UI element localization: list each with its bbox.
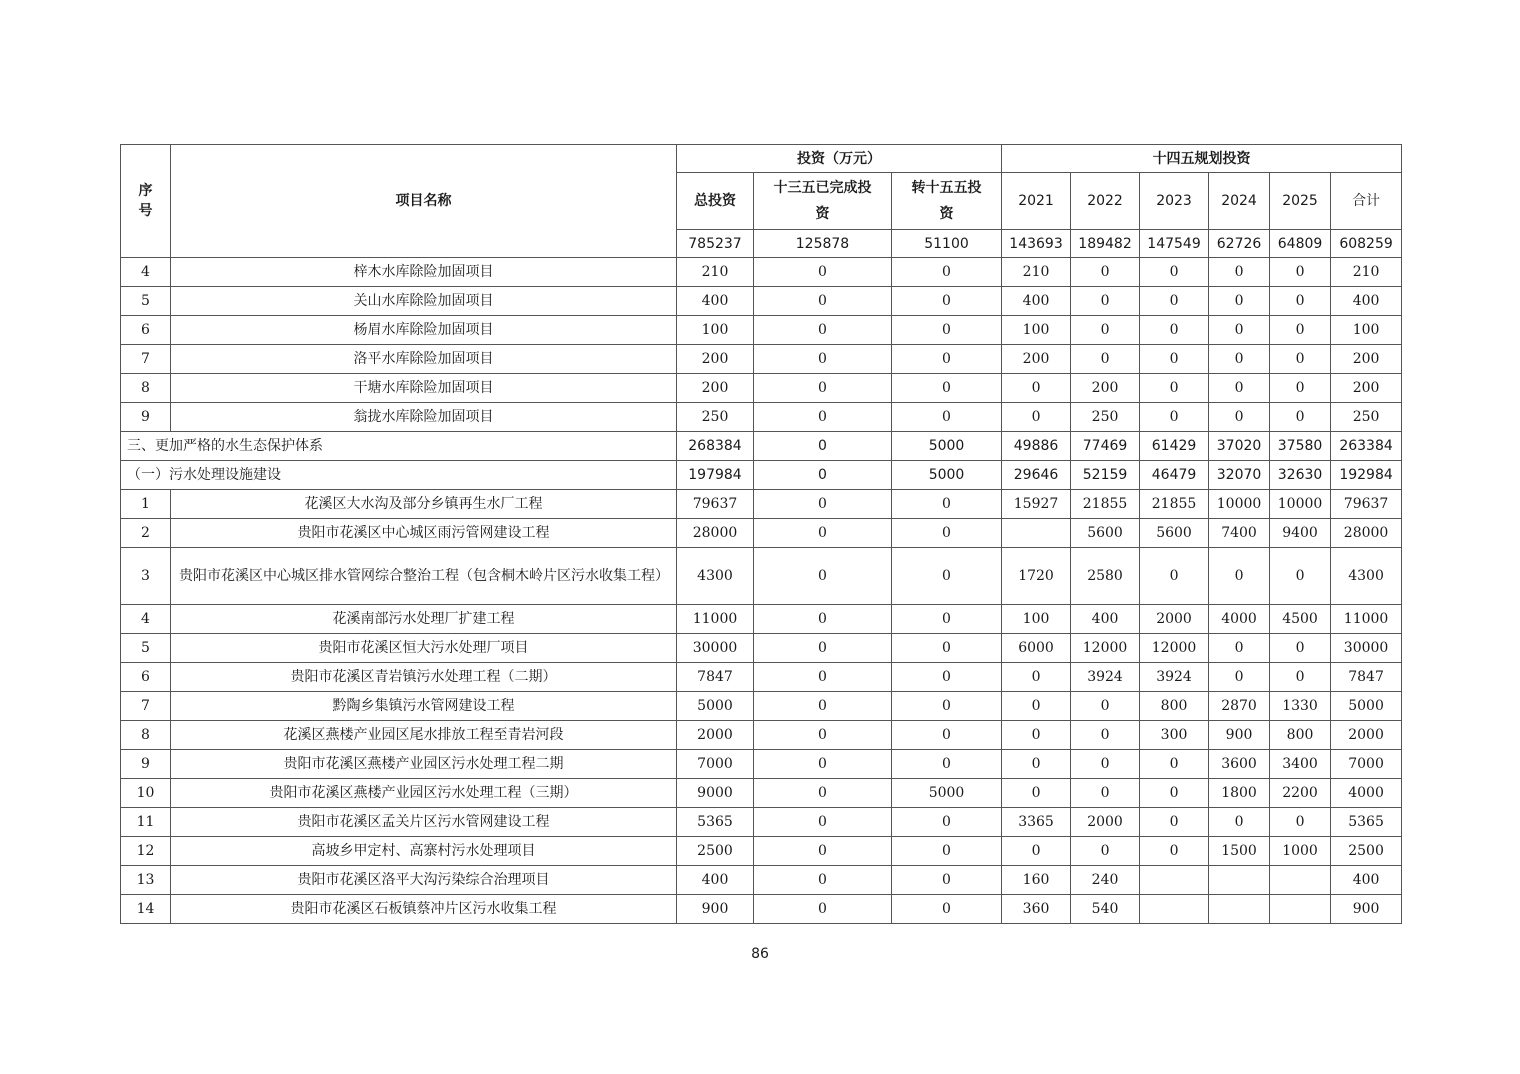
row-seq: 9 [121, 750, 171, 779]
value-cell [1140, 866, 1209, 895]
section-title: （一）污水处理设施建设 [121, 461, 677, 490]
row-seq: 13 [121, 866, 171, 895]
value-cell: 0 [1209, 634, 1270, 663]
row-seq: 3 [121, 548, 171, 605]
value-cell: 0 [1140, 779, 1209, 808]
row-seq: 6 [121, 663, 171, 692]
value-cell: 0 [754, 866, 892, 895]
value-cell: 300 [1140, 721, 1209, 750]
value-cell: 0 [1270, 258, 1331, 287]
row-seq: 5 [121, 634, 171, 663]
value-cell: 0 [1140, 258, 1209, 287]
value-cell: 4500 [1270, 605, 1331, 634]
header-year-2025: 2025 [1270, 173, 1331, 230]
value-cell: 3400 [1270, 750, 1331, 779]
value-cell: 0 [754, 461, 892, 490]
value-cell: 0 [1071, 779, 1140, 808]
value-cell: 240 [1071, 866, 1140, 895]
table-row [121, 779, 1402, 808]
value-cell: 15927 [1002, 490, 1071, 519]
header-completed-13th: 十三五已完成投 资 [754, 173, 892, 230]
value-cell: 400 [1331, 287, 1402, 316]
value-cell: 400 [1071, 605, 1140, 634]
value-cell: 100 [1002, 605, 1071, 634]
row-seq: 9 [121, 403, 171, 432]
row-seq: 8 [121, 374, 171, 403]
project-name: 花溪区燕楼产业园区尾水排放工程至青岩河段 [171, 721, 677, 750]
value-cell: 1800 [1209, 779, 1270, 808]
value-cell: 2200 [1270, 779, 1331, 808]
project-name: 梓木水库除险加固项目 [171, 258, 677, 287]
value-cell: 0 [1071, 692, 1140, 721]
row-seq: 1 [121, 490, 171, 519]
value-cell: 5600 [1140, 519, 1209, 548]
value-cell: 61429 [1140, 432, 1209, 461]
value-cell [1270, 895, 1331, 924]
value-cell: 0 [1071, 750, 1140, 779]
value-cell: 0 [754, 779, 892, 808]
row-seq: 12 [121, 837, 171, 866]
row-seq: 6 [121, 316, 171, 345]
value-cell: 30000 [1331, 634, 1402, 663]
table-row [121, 287, 1402, 316]
value-cell: 0 [1140, 808, 1209, 837]
total-value: 143693 [1002, 230, 1071, 258]
value-cell: 250 [677, 403, 754, 432]
total-value: 785237 [677, 230, 754, 258]
total-value: 64809 [1270, 230, 1331, 258]
value-cell: 0 [892, 316, 1002, 345]
value-cell: 7400 [1209, 519, 1270, 548]
value-cell: 49886 [1002, 432, 1071, 461]
row-seq: 5 [121, 287, 171, 316]
value-cell: 5000 [1331, 692, 1402, 721]
value-cell: 2500 [677, 837, 754, 866]
value-cell: 0 [892, 605, 1002, 634]
value-cell: 0 [1209, 374, 1270, 403]
value-cell: 0 [892, 808, 1002, 837]
value-cell: 30000 [677, 634, 754, 663]
value-cell: 0 [1002, 750, 1071, 779]
value-cell: 37580 [1270, 432, 1331, 461]
value-cell: 0 [892, 490, 1002, 519]
header-sum: 合计 [1331, 173, 1402, 230]
value-cell: 0 [892, 287, 1002, 316]
header-project-name: 项目名称 [171, 145, 677, 258]
value-cell: 6000 [1002, 634, 1071, 663]
value-cell: 0 [1140, 750, 1209, 779]
value-cell: 0 [1209, 287, 1270, 316]
value-cell: 29646 [1002, 461, 1071, 490]
value-cell: 0 [1071, 287, 1140, 316]
value-cell: 79637 [677, 490, 754, 519]
value-cell: 3924 [1140, 663, 1209, 692]
total-value: 608259 [1331, 230, 1402, 258]
value-cell: 0 [892, 721, 1002, 750]
value-cell: 800 [1140, 692, 1209, 721]
value-cell: 192984 [1331, 461, 1402, 490]
value-cell: 10000 [1270, 490, 1331, 519]
project-name: 贵阳市花溪区孟关片区污水管网建设工程 [171, 808, 677, 837]
value-cell: 12000 [1071, 634, 1140, 663]
project-name: 贵阳市花溪区燕楼产业园区污水处理工程（三期） [171, 779, 677, 808]
value-cell: 400 [1331, 866, 1402, 895]
project-name: 干塘水库除险加固项目 [171, 374, 677, 403]
section-title: 三、更加严格的水生态保护体系 [121, 432, 677, 461]
value-cell: 0 [892, 403, 1002, 432]
row-seq: 2 [121, 519, 171, 548]
value-cell: 5000 [892, 432, 1002, 461]
value-cell: 5600 [1071, 519, 1140, 548]
row-seq: 4 [121, 605, 171, 634]
value-cell: 0 [1270, 316, 1331, 345]
value-cell: 250 [1331, 403, 1402, 432]
value-cell: 77469 [1071, 432, 1140, 461]
value-cell: 200 [1002, 345, 1071, 374]
value-cell: 0 [1002, 403, 1071, 432]
value-cell: 7847 [677, 663, 754, 692]
table-row [121, 374, 1402, 403]
value-cell: 0 [1209, 345, 1270, 374]
project-name: 杨眉水库除险加固项目 [171, 316, 677, 345]
value-cell: 0 [1071, 837, 1140, 866]
value-cell: 0 [754, 316, 892, 345]
header-year-2021: 2021 [1002, 173, 1071, 230]
row-seq: 4 [121, 258, 171, 287]
header-plan-group: 十四五规划投资 [1002, 145, 1402, 173]
value-cell: 0 [1071, 258, 1140, 287]
value-cell: 10000 [1209, 490, 1270, 519]
page-number: 86 [751, 946, 769, 962]
value-cell: 0 [754, 374, 892, 403]
header-transfer-15th: 转十五五投 资 [892, 173, 1002, 230]
table-row [121, 258, 1402, 287]
total-value: 62726 [1209, 230, 1270, 258]
value-cell: 5000 [892, 461, 1002, 490]
value-cell: 2000 [677, 721, 754, 750]
value-cell: 0 [754, 750, 892, 779]
row-seq: 10 [121, 779, 171, 808]
value-cell: 7847 [1331, 663, 1402, 692]
value-cell: 0 [1071, 721, 1140, 750]
value-cell: 400 [677, 287, 754, 316]
project-name: 贵阳市花溪区中心城区雨污管网建设工程 [171, 519, 677, 548]
table-row [121, 605, 1402, 634]
value-cell: 0 [754, 692, 892, 721]
value-cell: 0 [892, 519, 1002, 548]
header-year-2024: 2024 [1209, 173, 1270, 230]
value-cell: 160 [1002, 866, 1071, 895]
value-cell: 263384 [1331, 432, 1402, 461]
value-cell: 12000 [1140, 634, 1209, 663]
value-cell: 0 [754, 634, 892, 663]
value-cell: 0 [892, 750, 1002, 779]
value-cell: 268384 [677, 432, 754, 461]
value-cell [1140, 895, 1209, 924]
value-cell: 0 [1071, 345, 1140, 374]
value-cell: 28000 [677, 519, 754, 548]
row-seq: 11 [121, 808, 171, 837]
value-cell: 360 [1002, 895, 1071, 924]
value-cell: 800 [1270, 721, 1331, 750]
value-cell: 200 [1331, 345, 1402, 374]
value-cell: 0 [1140, 287, 1209, 316]
value-cell: 21855 [1140, 490, 1209, 519]
header-seq: 序 号 [121, 145, 171, 258]
value-cell: 540 [1071, 895, 1140, 924]
value-cell: 0 [1209, 316, 1270, 345]
value-cell [1002, 519, 1071, 548]
value-cell: 900 [677, 895, 754, 924]
value-cell: 3924 [1071, 663, 1140, 692]
value-cell: 2580 [1071, 548, 1140, 605]
value-cell: 0 [1071, 316, 1140, 345]
value-cell: 0 [892, 837, 1002, 866]
value-cell: 0 [754, 808, 892, 837]
header-year-2022: 2022 [1071, 173, 1140, 230]
value-cell: 1720 [1002, 548, 1071, 605]
project-name: 洛平水库除险加固项目 [171, 345, 677, 374]
value-cell: 0 [892, 895, 1002, 924]
value-cell: 3365 [1002, 808, 1071, 837]
value-cell: 0 [1270, 663, 1331, 692]
value-cell: 37020 [1209, 432, 1270, 461]
table-row [121, 837, 1402, 866]
value-cell: 0 [1209, 663, 1270, 692]
value-cell: 0 [754, 605, 892, 634]
value-cell: 0 [1140, 345, 1209, 374]
value-cell: 11000 [1331, 605, 1402, 634]
value-cell: 4300 [1331, 548, 1402, 605]
table-row [121, 750, 1402, 779]
value-cell: 200 [1071, 374, 1140, 403]
value-cell: 0 [1002, 374, 1071, 403]
value-cell: 0 [754, 258, 892, 287]
value-cell: 9400 [1270, 519, 1331, 548]
table-row [121, 403, 1402, 432]
value-cell: 0 [1002, 663, 1071, 692]
table-row [121, 866, 1402, 895]
value-cell: 5365 [1331, 808, 1402, 837]
table-row [121, 692, 1402, 721]
value-cell: 0 [754, 287, 892, 316]
value-cell: 210 [1002, 258, 1071, 287]
project-name: 翁拢水库除险加固项目 [171, 403, 677, 432]
table-row [121, 345, 1402, 374]
value-cell: 0 [754, 432, 892, 461]
value-cell: 0 [892, 663, 1002, 692]
value-cell: 1000 [1270, 837, 1331, 866]
value-cell: 0 [754, 548, 892, 605]
value-cell: 2000 [1071, 808, 1140, 837]
project-name: 贵阳市花溪区燕楼产业园区污水处理工程二期 [171, 750, 677, 779]
value-cell: 0 [1270, 287, 1331, 316]
value-cell: 5365 [677, 808, 754, 837]
value-cell: 0 [892, 548, 1002, 605]
value-cell [1209, 895, 1270, 924]
row-seq: 8 [121, 721, 171, 750]
value-cell: 4000 [1331, 779, 1402, 808]
value-cell: 100 [1002, 316, 1071, 345]
value-cell: 0 [754, 837, 892, 866]
value-cell: 21855 [1071, 490, 1140, 519]
value-cell: 400 [1002, 287, 1071, 316]
project-name: 花溪南部污水处理厂扩建工程 [171, 605, 677, 634]
value-cell: 900 [1209, 721, 1270, 750]
table-row [121, 316, 1402, 345]
header-year-2023: 2023 [1140, 173, 1209, 230]
total-value: 189482 [1071, 230, 1140, 258]
value-cell: 4300 [677, 548, 754, 605]
table-row [121, 634, 1402, 663]
value-cell: 0 [754, 721, 892, 750]
value-cell: 11000 [677, 605, 754, 634]
value-cell: 46479 [1140, 461, 1209, 490]
value-cell: 0 [892, 692, 1002, 721]
project-name: 花溪区大水沟及部分乡镇再生水厂工程 [171, 490, 677, 519]
value-cell: 0 [1209, 258, 1270, 287]
row-seq: 7 [121, 345, 171, 374]
header-investment-group: 投资（万元） [677, 145, 1002, 173]
value-cell: 7000 [677, 750, 754, 779]
value-cell: 0 [1002, 692, 1071, 721]
value-cell: 210 [1331, 258, 1402, 287]
value-cell: 0 [1140, 837, 1209, 866]
total-value: 51100 [892, 230, 1002, 258]
header-total-investment: 总投资 [677, 173, 754, 230]
table-row [121, 519, 1402, 548]
value-cell: 0 [1002, 837, 1071, 866]
value-cell: 0 [754, 895, 892, 924]
value-cell: 200 [677, 374, 754, 403]
value-cell: 200 [677, 345, 754, 374]
project-name: 关山水库除险加固项目 [171, 287, 677, 316]
value-cell: 197984 [677, 461, 754, 490]
value-cell: 100 [1331, 316, 1402, 345]
value-cell: 52159 [1071, 461, 1140, 490]
value-cell: 0 [1140, 374, 1209, 403]
value-cell: 0 [1270, 374, 1331, 403]
value-cell: 210 [677, 258, 754, 287]
value-cell: 0 [892, 345, 1002, 374]
project-name: 贵阳市花溪区恒大污水处理厂项目 [171, 634, 677, 663]
value-cell: 32630 [1270, 461, 1331, 490]
value-cell: 0 [1270, 634, 1331, 663]
table-row [121, 663, 1402, 692]
value-cell: 0 [754, 663, 892, 692]
value-cell: 2870 [1209, 692, 1270, 721]
table-row [121, 548, 1402, 605]
project-name: 贵阳市花溪区洛平大沟污染综合治理项目 [171, 866, 677, 895]
value-cell: 9000 [677, 779, 754, 808]
value-cell: 0 [1270, 345, 1331, 374]
value-cell: 0 [1209, 403, 1270, 432]
investment-table [120, 144, 1402, 924]
value-cell: 250 [1071, 403, 1140, 432]
row-seq: 7 [121, 692, 171, 721]
value-cell: 0 [892, 258, 1002, 287]
row-seq: 14 [121, 895, 171, 924]
project-name: 贵阳市花溪区石板镇蔡冲片区污水收集工程 [171, 895, 677, 924]
value-cell: 0 [1270, 808, 1331, 837]
value-cell: 0 [1002, 779, 1071, 808]
value-cell: 0 [1002, 721, 1071, 750]
project-name: 高坡乡甲定村、高寨村污水处理项目 [171, 837, 677, 866]
table-body [121, 258, 1402, 924]
value-cell: 32070 [1209, 461, 1270, 490]
value-cell: 100 [677, 316, 754, 345]
value-cell: 5000 [892, 779, 1002, 808]
value-cell: 2000 [1140, 605, 1209, 634]
table-row [121, 721, 1402, 750]
value-cell: 0 [1140, 548, 1209, 605]
value-cell: 79637 [1331, 490, 1402, 519]
value-cell: 0 [754, 403, 892, 432]
value-cell: 1330 [1270, 692, 1331, 721]
value-cell: 4000 [1209, 605, 1270, 634]
project-name: 贵阳市花溪区青岩镇污水处理工程（二期） [171, 663, 677, 692]
value-cell: 28000 [1331, 519, 1402, 548]
value-cell: 0 [892, 374, 1002, 403]
value-cell: 2500 [1331, 837, 1402, 866]
value-cell: 0 [754, 490, 892, 519]
table-row [121, 490, 1402, 519]
value-cell: 400 [677, 866, 754, 895]
section-row [121, 432, 1402, 461]
value-cell: 200 [1331, 374, 1402, 403]
value-cell: 0 [892, 866, 1002, 895]
table-row [121, 808, 1402, 837]
value-cell: 1500 [1209, 837, 1270, 866]
value-cell: 0 [892, 634, 1002, 663]
value-cell: 900 [1331, 895, 1402, 924]
table-row [121, 895, 1402, 924]
value-cell: 2000 [1331, 721, 1402, 750]
value-cell [1209, 866, 1270, 895]
value-cell: 5000 [677, 692, 754, 721]
section-row [121, 461, 1402, 490]
total-value: 125878 [754, 230, 892, 258]
value-cell: 0 [1270, 403, 1331, 432]
value-cell: 0 [1270, 548, 1331, 605]
value-cell: 0 [1209, 808, 1270, 837]
project-name: 黔陶乡集镇污水管网建设工程 [171, 692, 677, 721]
value-cell [1270, 866, 1331, 895]
value-cell: 3600 [1209, 750, 1270, 779]
total-value: 147549 [1140, 230, 1209, 258]
value-cell: 0 [754, 345, 892, 374]
value-cell: 0 [1140, 316, 1209, 345]
project-name: 贵阳市花溪区中心城区排水管网综合整治工程（包含桐木岭片区污水收集工程） [171, 548, 677, 605]
value-cell: 7000 [1331, 750, 1402, 779]
value-cell: 0 [1140, 403, 1209, 432]
value-cell: 0 [1209, 548, 1270, 605]
value-cell: 0 [754, 519, 892, 548]
